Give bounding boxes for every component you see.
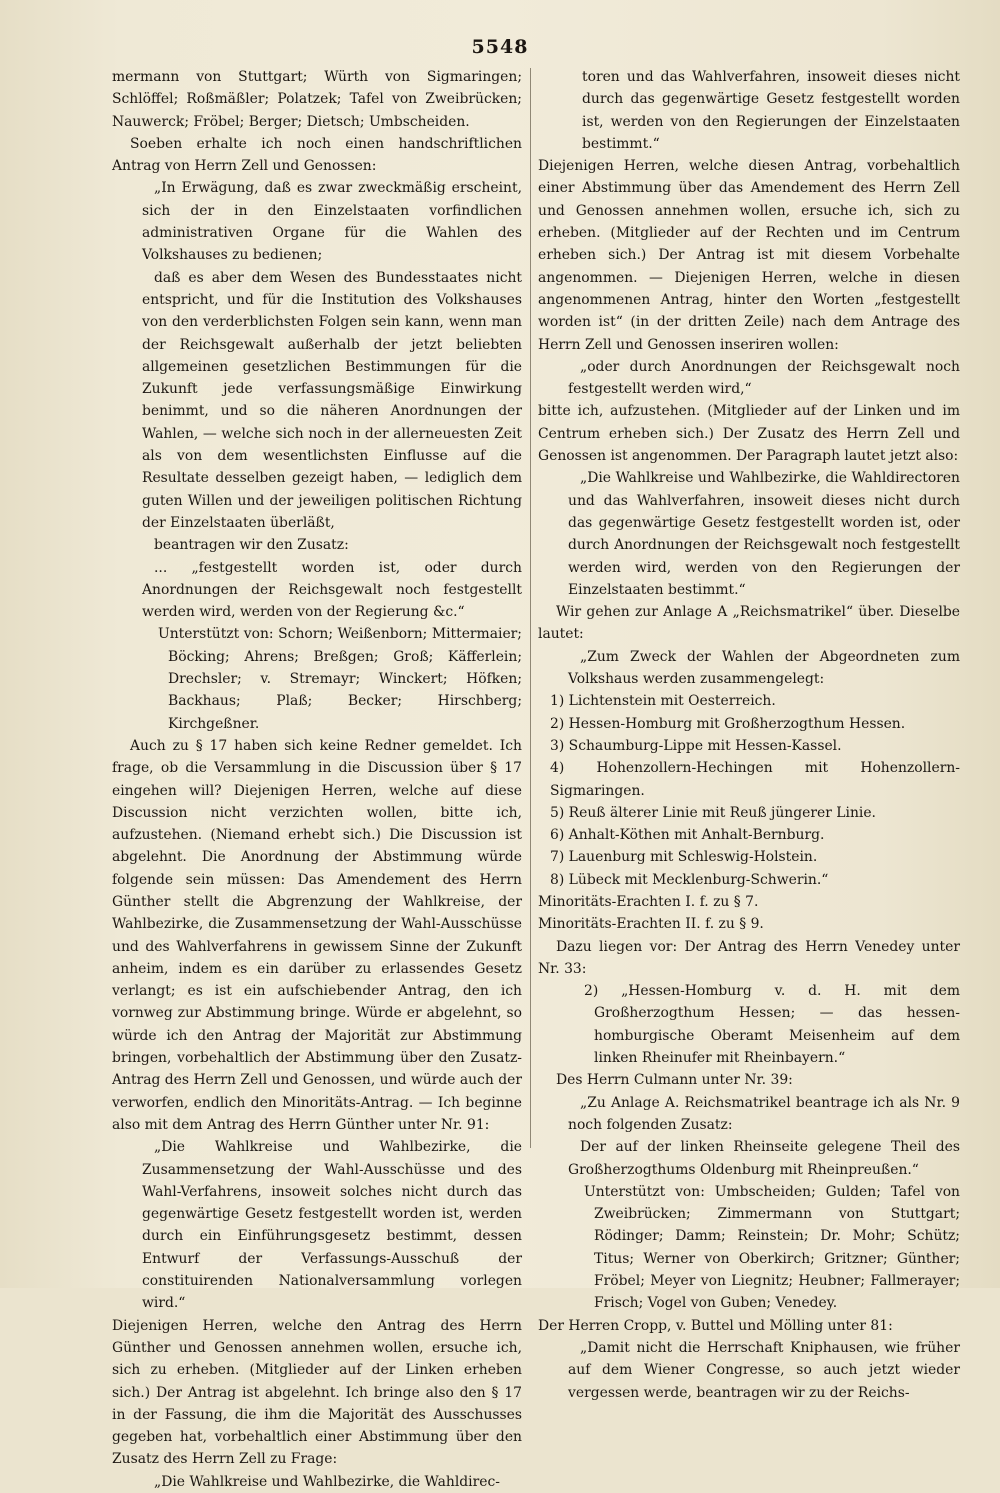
list-item: 6) Anhalt-Köthen mit Anhalt-Bernburg. [550, 827, 825, 844]
amendment-item: 2) „Hessen-Homburg v. d. H. mit dem Großherzogthum Hessen; — das hessen-homburgische Oberamt Meisenheim auf dem linken Rheinufer mit Rheinbayern.“ [584, 983, 960, 1067]
quoted-motion: „Zum Zweck der Wahlen der Abgeordneten zum Volkshaus werden zusammengelegt: [568, 648, 960, 688]
list-item: 2) Hessen-Homburg mit Großherzogthum Hessen. [550, 715, 906, 732]
quoted-motion: beantragen wir den Zusatz: [154, 537, 349, 554]
paragraph: Wir gehen zur Anlage A „Reichsmatrikel“ über. Dieselbe lautet: [538, 604, 960, 643]
list-item: 8) Lübeck mit Mecklenburg-Schwerin.“ [550, 871, 829, 888]
quoted-motion: daß es aber dem Wesen des Bundesstaates nicht entspricht, und für die Institution des Volkshauses von den verderblichsten Folgen sein kann, wenn man der Reichsgewalt außerhalb der jetzt beliebten allgemeinen gesetzlichen Bestimmungen für die Zukunft jede verfassungsmäßige Einwirkung benimmt, und so die näheren Anordnungen der Wahlen, — welche sich noch in der allerneuesten Zeit als von dem wesentlichsten Einflusse auf die Resultate desselben gezeigt haben, — lediglich dem guten Willen und der jeweiligen politischen Richtung der Einzelstaaten überläßt, [142, 269, 522, 531]
left-column [112, 66, 522, 1493]
quoted-motion: toren und das Wahlverfahren, insoweit dieses nicht durch das gegenwärtige Gesetz festgestellt worden ist, werden von den Regierungen der Einzelstaaten bestimmt.“ [582, 69, 960, 152]
quoted-motion: „Damit nicht die Herrschaft Kniphausen, wie früher auf dem Wiener Congresse, so auch jetzt wieder vergessen werde, beantragen wir zu der Reichs- [568, 1339, 960, 1401]
list-item: 4) Hohenzollern-Hechingen mit Hohenzollern-Sigmaringen. [550, 760, 960, 799]
right-column [538, 66, 960, 1404]
paragraph: Diejenigen Herren, welche diesen Antrag, vorbehaltlich einer Abstimmung über das Amendement des Herrn Zell und Genossen annehmen wollen, ersuche ich, sich zu erheben. (Mitglieder auf der Rechten und im Centrum erheben sich.) Der Antrag ist mit diesem Vorbehalte angenommen. — Diejenigen Herren, welche in diesen angenommenen Antrag, hinter den Worten „festgestellt worden ist“ (in der dritten Zeile) nach dem Antrage des Herrn Zell und Genossen inseriren wollen: [538, 158, 960, 353]
page-number: 5548 [471, 36, 529, 58]
quoted-motion: Der auf der linken Rheinseite gelegene Theil des Großherzogthums Oldenburg mit Rheinpreußen.“ [568, 1139, 960, 1178]
paragraph: Des Herrn Culmann unter Nr. 39: [556, 1072, 793, 1089]
list-item: 1) Lichtenstein mit Oesterreich. [550, 693, 776, 710]
supporters-list: Unterstützt von: Schorn; Weißenborn; Mittermaier; Böcking; Ahrens; Breßgen; Groß; Käfferlein; Drechsler; v. Stremayr; Winckert; Höfken; Backhaus; Plaß; Becker; Hirschberg; Kirchgeßner. [158, 626, 522, 732]
quoted-motion: ... „festgestellt worden ist, oder durch Anordnungen der Reichsgewalt noch festgestellt werden wird, werden von der Regierung &c.“ [142, 559, 522, 621]
list-item: 3) Schaumburg-Lippe mit Hessen-Kassel. [550, 737, 842, 754]
quoted-motion: „Zu Anlage A. Reichsmatrikel beantrage ich als Nr. 9 noch folgenden Zusatz: [568, 1094, 960, 1133]
paragraph: Der Herren Cropp, v. Buttel und Mölling unter 81: [538, 1317, 893, 1334]
paragraph: mermann von Stuttgart; Würth von Sigmaringen; Schlöffel; Roßmäßler; Polatzek; Tafel von Zweibrücken; Nauwerck; Fröbel; Berger; Dietsch; Umbscheiden. [112, 69, 522, 130]
paragraph: Diejenigen Herren, welche den Antrag des Herrn Günther und Genossen annehmen wollen, ersuche ich, sich zu erheben. (Mitglieder auf der Linken erheben sich.) Der Antrag ist abgelehnt. Ich bringe also den § 17 in der Fassung, die ihm die Majorität des Ausschusses gegeben hat, vorbehaltlich einer Abstimmung über den Zusatz des Herrn Zell zu Frage: [112, 1317, 522, 1468]
paragraph: Dazu liegen vor: Der Antrag des Herrn Venedey unter Nr. 33: [538, 938, 960, 977]
paragraph: Soeben erhalte ich noch einen handschriftlichen Antrag von Herrn Zell und Genossen: [112, 135, 522, 175]
list-item: 7) Lauenburg mit Schleswig-Holstein. [550, 849, 818, 866]
paragraph: Auch zu § 17 haben sich keine Redner gemeldet. Ich frage, ob die Versammlung in die Discussion über § 17 eingehen will? Diejenigen Herren, welche auf diese Discussion nicht verzichten wollen, bitte ich, aufzustehen. (Niemand erhebt sich.) Die Discussion ist abgelehnt. Die Anordnung der Abstimmung würde folgende sein müssen: Das Amendement des Herrn Günther stellt die Abgrenzung der Wahlkreise, der Wahlbezirke, die Zusammensetzung der Wahl-Ausschüsse und des Wahlverfahrens in gewissem Sinne der Zukunft anheim, indem es ein darüber zu erlassendes Gesetz verlangt; es ist ein aufschiebender Antrag, den ich vornweg zur Abstimmung bringe. Würde er abgelehnt, so würde ich den Antrag der Majorität zur Abstimmung bringen, vorbehaltlich der Abstimmung über den Zusatz-Antrag des Herrn Zell und Genossen, und würde auch der verworfen, endlich den Minoritäts-Antrag. — Ich beginne also mit dem Antrag des Herrn Günther unter Nr. 91: [112, 737, 522, 1133]
supporters-list: Unterstützt von: Umbscheiden; Gulden; Tafel von Zweibrücken; Zimmermann von Stuttgart; Rödinger; Damm; Reinstein; Dr. Mohr; Schütz; Titus; Werner von Oberkirch; Gritzner; Günther; Fröbel; Meyer von Liegnitz; Heubner; Fallmerayer; Frisch; Vogel von Guben; Venedey. [584, 1183, 960, 1312]
quoted-motion: „In Erwägung, daß es zwar zweckmäßig erscheint, sich der in den Einzelstaaten vorfindlichen administrativen Organe für die Wahlen des Volkshauses zu bedienen; [142, 180, 522, 264]
quoted-motion: „Die Wahlkreise und Wahlbezirke, die Wahldirec- [154, 1473, 500, 1490]
paragraph: Minoritäts-Erachten I. f. zu § 7. [538, 893, 759, 910]
quoted-motion: „Die Wahlkreise und Wahlbezirke, die Zusammensetzung der Wahl-Ausschüsse und des Wahl-Verfahrens, insoweit solches nicht durch das gegenwärtige Gesetz festgestellt worden ist, werden durch ein Einführungsgesetz bestimmt, dessen Entwurf der Verfassungs-Ausschuß der constituirenden Nationalversammlung vorlegen wird.“ [142, 1139, 522, 1312]
paragraph: bitte ich, aufzustehen. (Mitglieder auf der Linken und im Centrum erheben sich.) Der Zusatz des Herrn Zell und Genossen ist angenommen. Der Paragraph lautet jetzt also: [538, 403, 960, 465]
quoted-motion: „oder durch Anordnungen der Reichsgewalt noch festgestellt werden wird,“ [568, 358, 960, 398]
quoted-motion: „Die Wahlkreise und Wahlbezirke, die Wahldirectoren und das Wahlverfahren, insoweit dieses nicht durch das gegenwärtige Gesetz festgestellt worden ist, oder durch Anordnungen der Reichsgewalt noch festgestellt werden wird, werden von den Regierungen der Einzelstaaten bestimmt.“ [568, 470, 960, 598]
paragraph: Minoritäts-Erachten II. f. zu § 9. [538, 916, 764, 933]
list-item: 5) Reuß älterer Linie mit Reuß jüngerer Linie. [550, 804, 876, 821]
